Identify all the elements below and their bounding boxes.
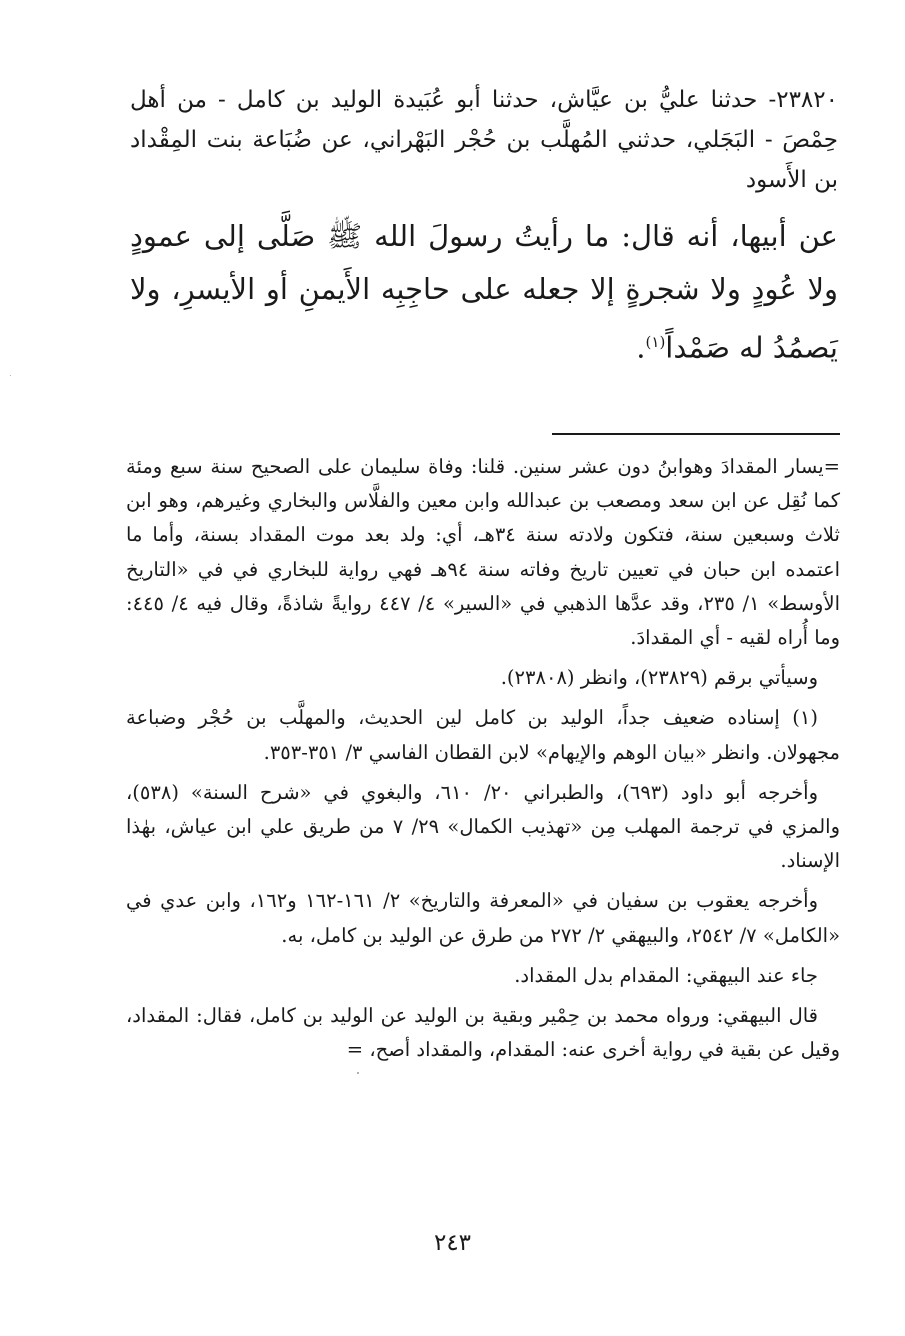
footnote-mark: (١)	[645, 333, 666, 351]
footnote-divider	[552, 433, 840, 435]
footnote-paragraph: جاء عند البيهقي: المقدام بدل المقداد.	[514, 963, 818, 987]
footnotes-section	[126, 450, 840, 1073]
hadith-isnad: ٢٣٨٢٠- حدثنا عليُّ بن عيَّاش، حدثنا أبو عُبَيدة الوليد بن كامل - من أهل حِمْصَ - البَجَلي، حدثني المُهلَّب بن حُجْر البَهْراني، عن ضُبَاعة بنت المِقْداد بن الأَسود	[130, 87, 838, 193]
footnote-paragraph: وأخرجه يعقوب بن سفيان في «المعرفة والتاريخ» ٢/ ١٦١-١٦٢ و١٦٢، وابن عدي في «الكامل» ٧/ ٢٥٤٢، والبيهقي ٢/ ٢٧٢ من طرق عن الوليد بن كامل، به.	[126, 889, 840, 947]
footnote-continuation: =يسار المقدادَ وهوابنُ دون عشر سنين. قلنا: وفاة سليمان على الصحيح سنة سبع ومئة كما نُقِل عن ابن سعد ومصعب بن عبدالله وابن معين والفلَّاس والبخاري وغيرهم، وهو ابن ثلاث وسبعين سنة، فتكون ولادته سنة ٣٤هـ، أي: ولد بعد موت المقداد بسنة، وأما ما اعتمده ابن حبان في تعيين تاريخ وفاته سنة ٩٤هـ فهي رواية للبخاري في في «التاريخ الأوسط» ١/ ٢٣٥، وقد عدَّها الذهبي في «السير» ٤/ ٤٤٧ روايةً شاذةً، وقال فيه ٤/ ٤٤٥: وما أُراه لقيه - أي المقدادَ.	[126, 455, 840, 650]
scan-speck	[357, 1072, 359, 1074]
scan-speck	[10, 375, 11, 376]
page-number: ٢٤٣	[433, 1230, 472, 1256]
hadith-text	[130, 80, 838, 375]
footnote-paragraph: وأخرجه أبو داود (٦٩٣)، والطبراني ٢٠/ ٦١٠، والبغوي في «شرح السنة» (٥٣٨)، والمزي في ترجمة المهلب مِن «تهذيب الكمال» ٢٩/ ٧ من طريق علي ابن عياش، بهٰذا الإسناد.	[126, 780, 840, 873]
hadith-matn-end: .	[636, 330, 646, 365]
hadith-matn	[130, 210, 838, 375]
footnote-paragraph: وسيأتي برقم (٢٣٨٢٩)، وانظر (٢٣٨٠٨).	[500, 666, 818, 690]
footnote-paragraph: قال البيهقي: ورواه محمد بن حِمْير وبقية بن الوليد عن الوليد بن كامل، فقال: المقداد، وقيل عن بقية في رواية أخرى عنه: المقدام، والمقداد أصح، =	[126, 1004, 840, 1062]
footnote-paragraph: (١) إسناده ضعيف جداً، الوليد بن كامل لين الحديث، والمهلَّب بن حُجْر وضباعة مجهولان. وانظر «بيان الوهم والإيهام» لابن القطان الفاسي ٣/ ٣٥١-٣٥٣.	[126, 706, 840, 764]
hadith-matn-body: عن أبيها، أنه قال: ما رأيتُ رسولَ الله ﷺ صَلَّى إلى عمودٍ ولا عُودٍ ولا شجرةٍ إلا جعله على حاجِبِه الأَيمنِ أو الأيسرِ، ولا يَصمُدُ له صَمْداً	[130, 219, 838, 365]
